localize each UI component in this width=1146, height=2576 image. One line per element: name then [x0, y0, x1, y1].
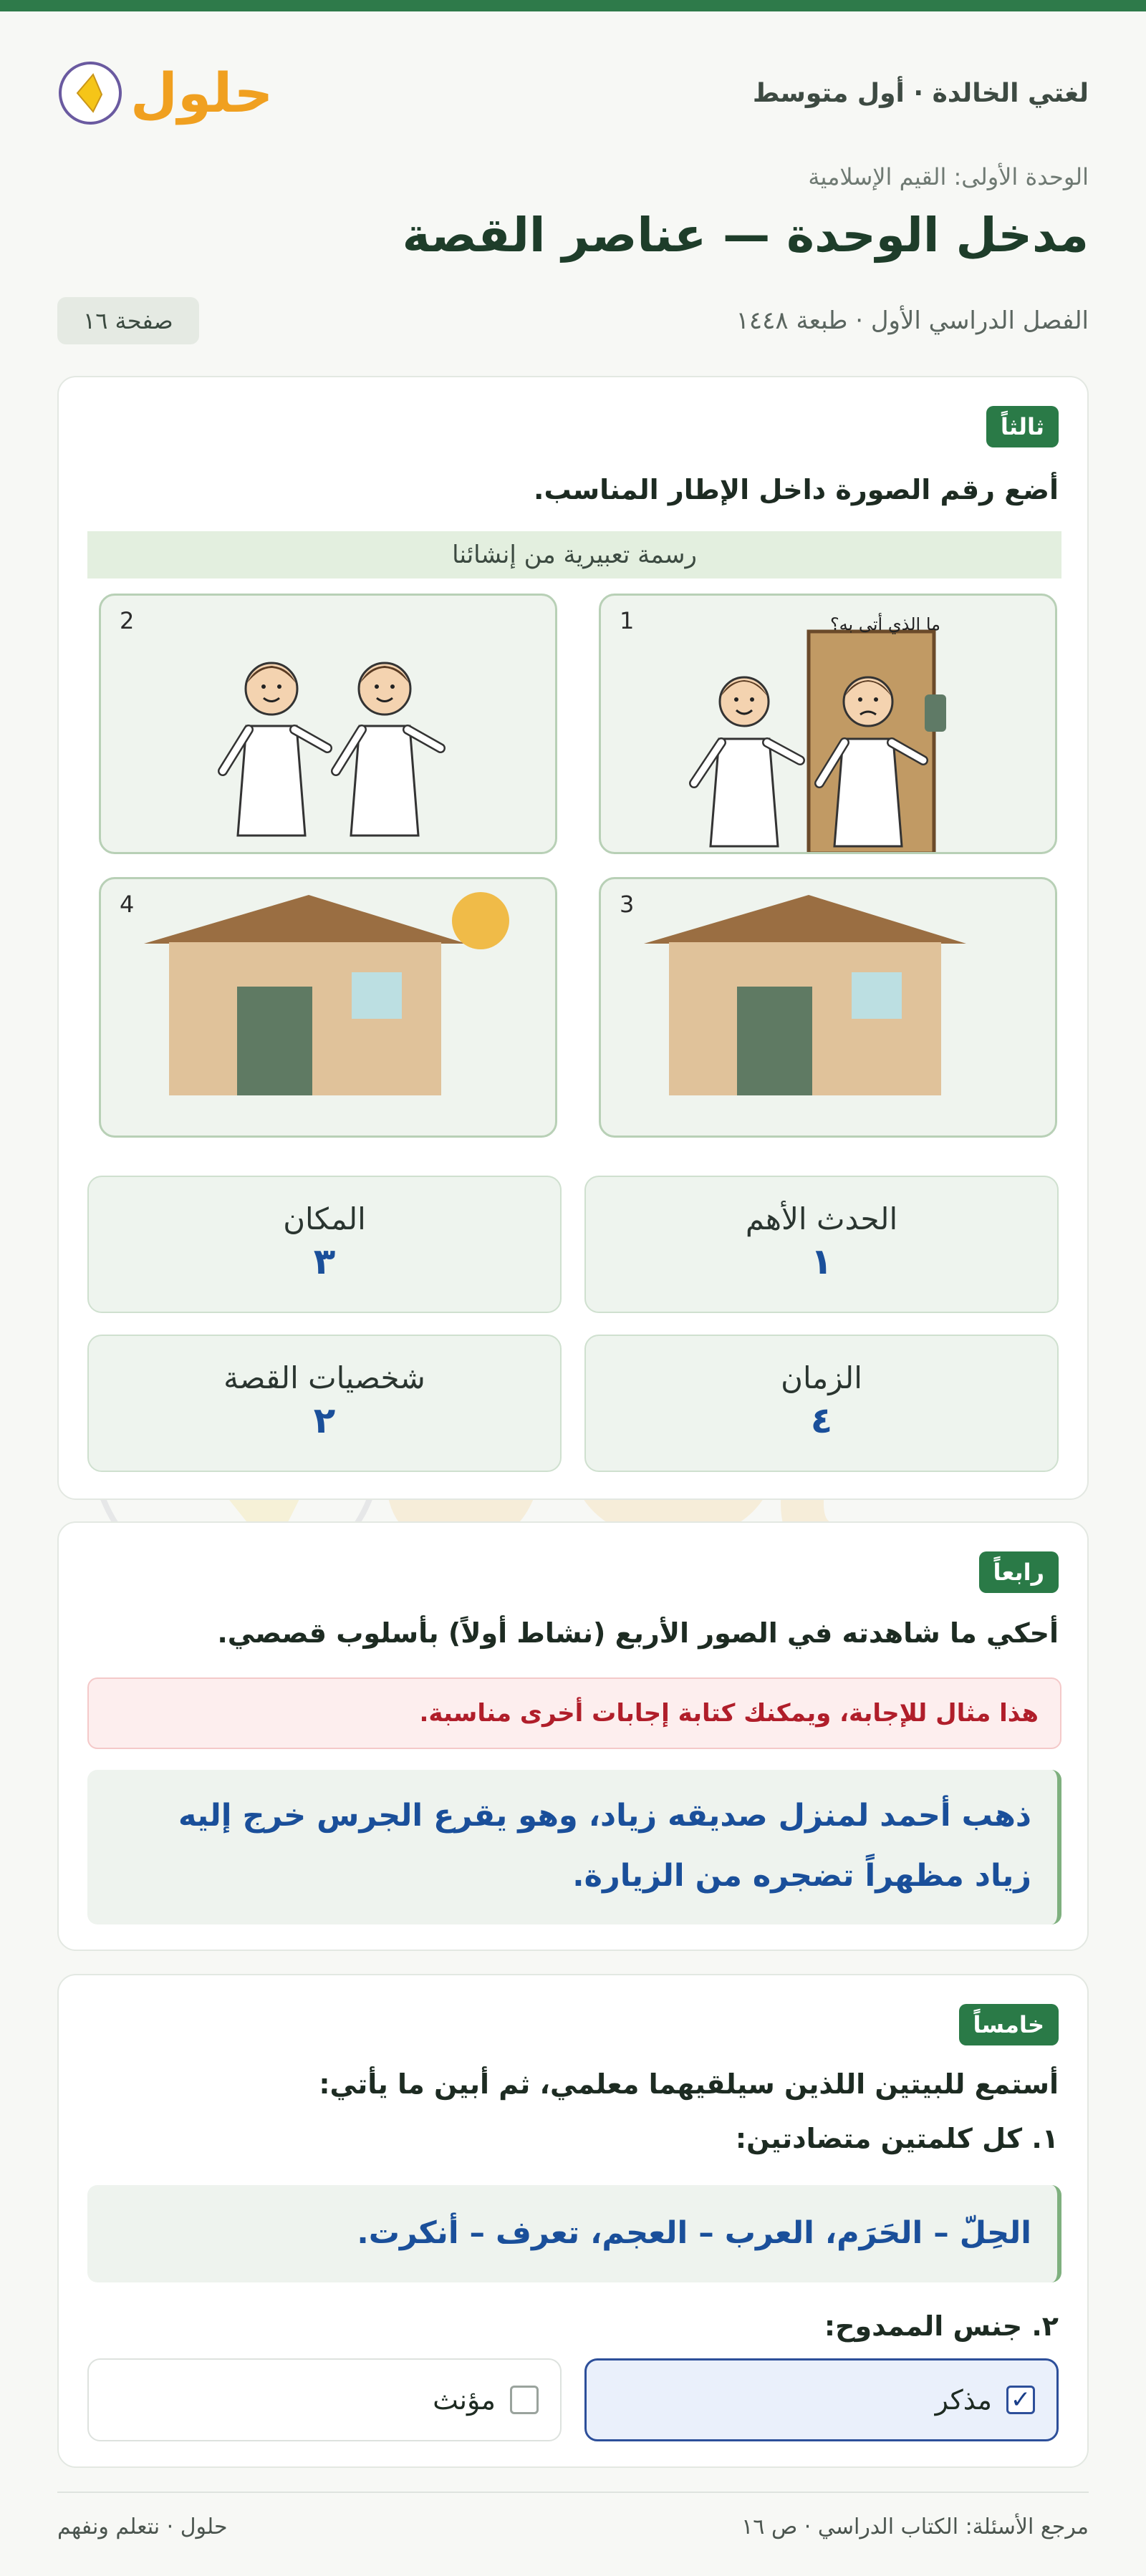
checkbox-checked-icon[interactable]: ✓ [1006, 2386, 1035, 2414]
semester-label: الفصل الدراسي الأول · طبعة ١٤٤٨ [736, 306, 1089, 335]
logo-emblem-icon [57, 60, 123, 126]
page-number-badge: صفحة ١٦ [57, 297, 199, 344]
answer-label: الحدث الأهم [745, 1201, 898, 1236]
unit-label: الوحدة الأولى: القيم الإسلامية [808, 163, 1089, 190]
option-label: مذكر [935, 2384, 992, 2416]
section-tag: خامساً [959, 2004, 1059, 2045]
answer-box-place [87, 1176, 562, 1313]
answer-box-time [584, 1335, 1059, 1472]
house-with-sun-illustration [101, 879, 557, 1138]
section-tag: رابعاً [979, 1551, 1059, 1593]
picture-panel-1 [599, 594, 1057, 854]
answer-box-characters [87, 1335, 562, 1472]
page-title: مدخل الوحدة — عناصر القصة [402, 208, 1089, 263]
section-question: أستمع للبيتين اللذين سيلقيهما معلمي، ثم أبين ما يأتي: [319, 2068, 1059, 2100]
sub-question-2: ٢. جنس الممدوح: [824, 2310, 1059, 2342]
antonyms-answer: الحِلّ – الحَرَم، العرب – العجم، تعرف – أنكرت. [87, 2185, 1061, 2282]
option-masculine[interactable] [584, 2358, 1059, 2441]
section-5-card [57, 1974, 1089, 2468]
answer-value: ٣ [313, 1241, 336, 1282]
footer-tagline: حلول · نتعلم ونفهم [57, 2514, 228, 2539]
top-accent-bar [0, 0, 1146, 11]
section-question: أضع رقم الصورة داخل الإطار المناسب. [534, 474, 1059, 505]
section-question: أحكي ما شاهدته في الصور الأربع (نشاط أولاً) بأسلوب قصصي. [217, 1617, 1059, 1649]
page-footer [57, 2492, 1089, 2539]
panel-number: 2 [120, 607, 135, 634]
option-feminine[interactable] [87, 2358, 562, 2441]
brand-logo[interactable] [57, 60, 273, 126]
option-label: مؤنث [433, 2384, 496, 2416]
two-friends-illustration [101, 596, 557, 854]
meta-row [57, 294, 1089, 347]
answer-box-main-event [584, 1176, 1059, 1313]
house-illustration [601, 879, 1057, 1138]
speech-text: ما الذي أتى به؟ [829, 614, 940, 634]
answer-label: شخصيات القصة [223, 1360, 425, 1395]
section-4-card [57, 1521, 1089, 1951]
book-title: لغتي الخالدة · أول متوسط [752, 78, 1089, 108]
picture-panel-2 [99, 594, 557, 854]
logo-wordmark: حلول [130, 61, 274, 125]
section-tag: ثالثاً [986, 406, 1059, 447]
panel-number: 4 [120, 891, 135, 918]
section-3-card [57, 376, 1089, 1500]
answer-value: ٢ [313, 1400, 336, 1441]
answer-value: ١ [810, 1241, 833, 1282]
sub-question-1: ١. كل كلمتين متضادتين: [735, 2123, 1059, 2154]
page-header [57, 50, 1089, 136]
panel-number: 3 [620, 891, 635, 918]
example-note: هذا مثال للإجابة، ويمكنك كتابة إجابات أخرى مناسبة. [87, 1677, 1061, 1749]
footer-reference: مرجع الأسئلة: الكتاب الدراسي · ص ١٦ [741, 2514, 1089, 2539]
image-caption: رسمة تعبيرية من إنشائنا [87, 531, 1061, 578]
picture-panel-4 [99, 877, 557, 1138]
answer-label: الزمان [781, 1360, 862, 1395]
story-answer: ذهب أحمد لمنزل صديقه زياد، وهو يقرع الجرس خرج إليه زياد مظهراً تضجره من الزيارة. [87, 1770, 1061, 1924]
checkbox-empty-icon[interactable] [510, 2386, 539, 2414]
answer-value: ٤ [810, 1400, 833, 1441]
answer-label: المكان [283, 1201, 366, 1236]
panel-number: 1 [620, 607, 635, 634]
picture-panel-3 [599, 877, 1057, 1138]
door-scene-illustration [601, 596, 1057, 854]
